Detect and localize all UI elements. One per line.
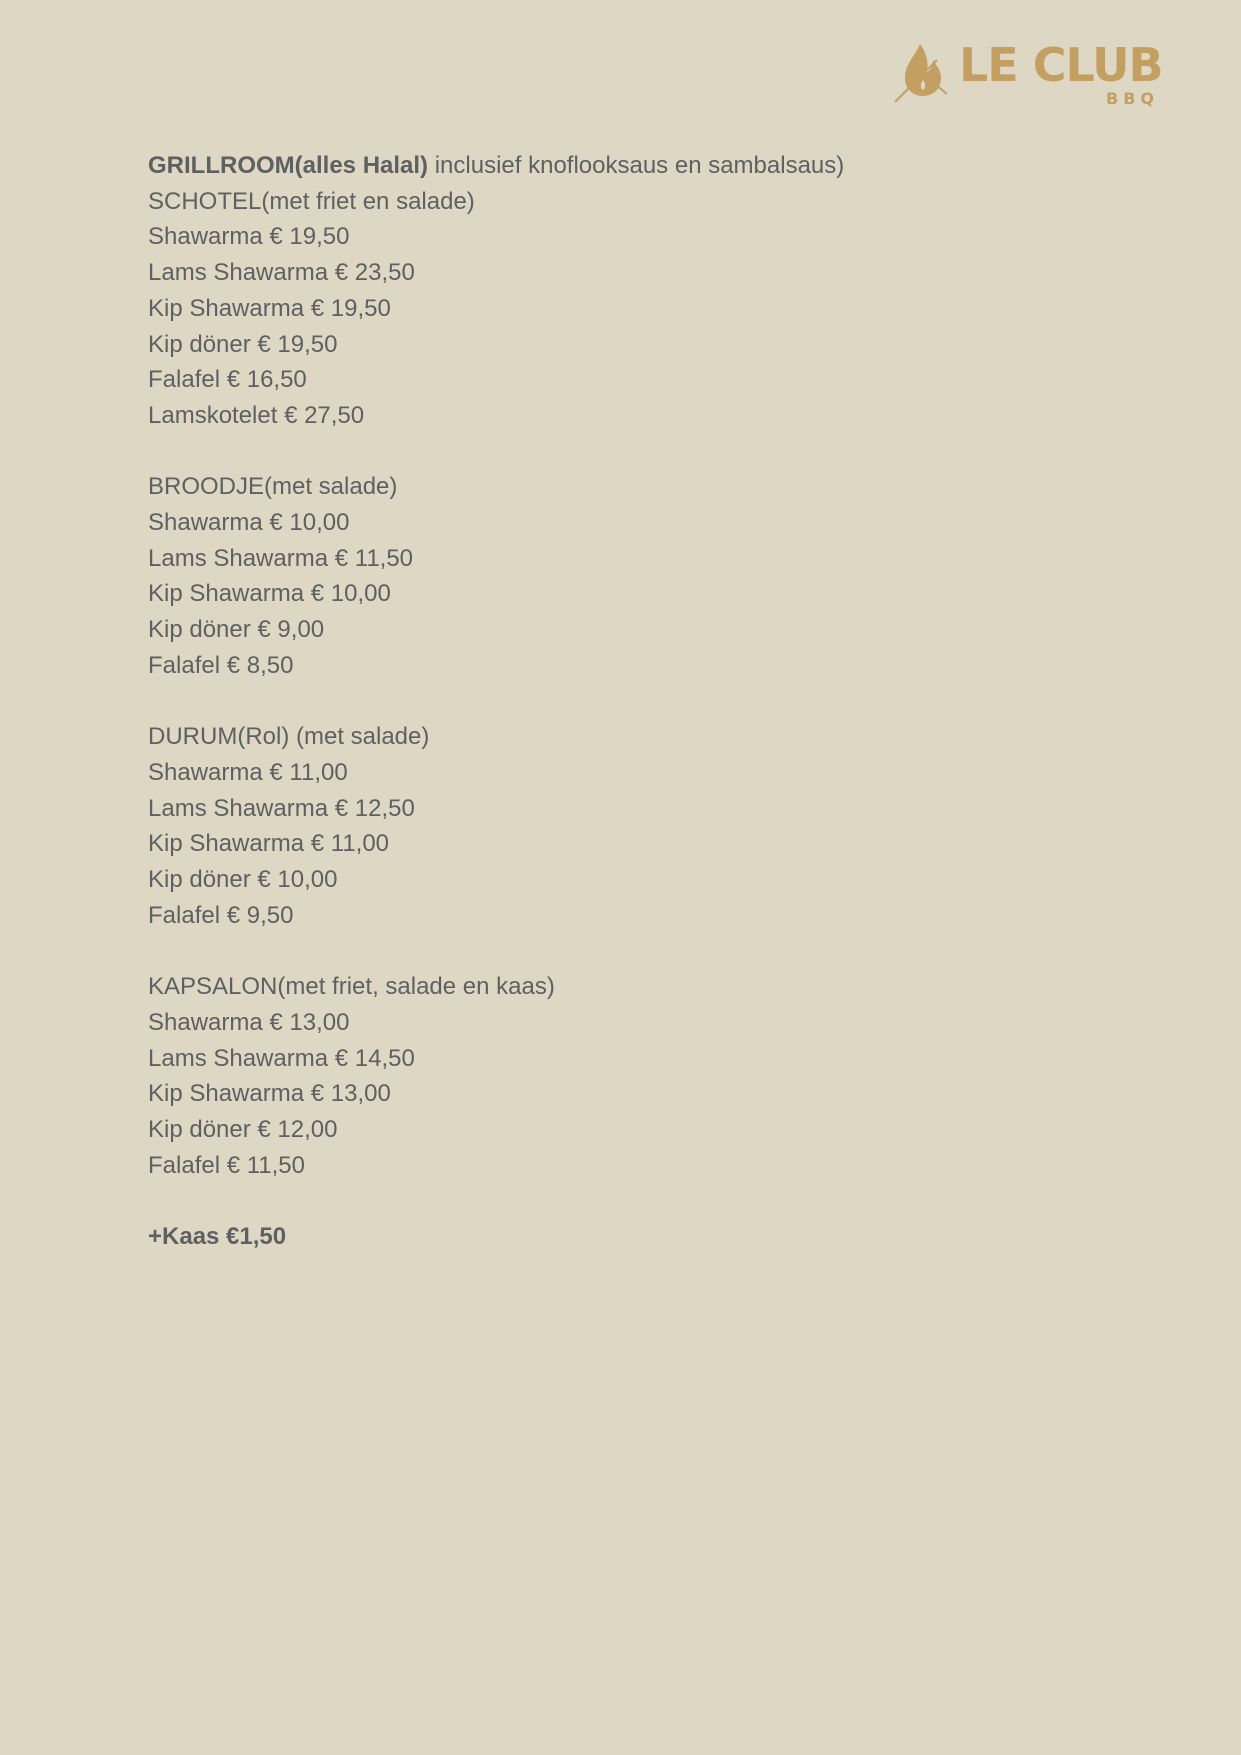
menu-item: Shawarma € 13,00 bbox=[148, 1008, 350, 1036]
menu-item: Lamskotelet € 27,50 bbox=[148, 401, 365, 429]
spacer bbox=[148, 434, 1148, 470]
menu-item: Lams Shawarma € 11,50 bbox=[148, 544, 414, 572]
menu-item: Lams Shawarma € 23,50 bbox=[148, 259, 415, 287]
menu-item: Falafel € 11,50 bbox=[148, 1151, 305, 1179]
menu-item: Falafel € 16,50 bbox=[148, 366, 307, 394]
spacer bbox=[148, 933, 1148, 969]
brand-name: LE CLUB bbox=[959, 38, 1163, 92]
menu-header-bold: GRILLROOM(alles Halal) bbox=[148, 152, 429, 179]
section-title-schotel: SCHOTEL(met friet en salade) bbox=[148, 187, 475, 215]
menu-item: Lams Shawarma € 14,50 bbox=[148, 1044, 415, 1072]
menu-item: Shawarma € 11,00 bbox=[148, 758, 348, 786]
menu-item: Kip Shawarma € 13,00 bbox=[148, 1080, 391, 1108]
spacer bbox=[148, 1183, 1148, 1219]
menu-header-rest: inclusief knoflooksaus en sambalsaus) bbox=[428, 152, 845, 179]
menu-item: Shawarma € 19,50 bbox=[148, 223, 350, 251]
menu-item: Falafel € 8,50 bbox=[148, 651, 294, 679]
menu-item: Falafel € 9,50 bbox=[148, 901, 294, 929]
spacer bbox=[148, 684, 1148, 720]
menu-item: Kip döner € 10,00 bbox=[148, 866, 338, 894]
menu-header bbox=[148, 148, 1148, 184]
menu-item: Lams Shawarma € 12,50 bbox=[148, 794, 415, 822]
menu-item: Kip Shawarma € 11,00 bbox=[148, 830, 390, 858]
section-title-durum: DURUM(Rol) (met salade) bbox=[148, 723, 430, 751]
brand-subtitle: BBQ bbox=[1106, 89, 1159, 108]
section-title-broodje: BROODJE(met salade) bbox=[148, 473, 398, 501]
menu-item: Shawarma € 10,00 bbox=[148, 509, 350, 537]
menu-item: Kip döner € 9,00 bbox=[148, 616, 325, 644]
menu-item: Kip Shawarma € 19,50 bbox=[148, 294, 391, 322]
menu-item: Kip döner € 19,50 bbox=[148, 330, 338, 358]
section-title-kapsalon: KAPSALON(met friet, salade en kaas) bbox=[148, 973, 555, 1001]
extra-cheese: +Kaas €1,50 bbox=[148, 1223, 287, 1251]
flame-skewer-icon bbox=[893, 40, 955, 104]
menu-item: Kip döner € 12,00 bbox=[148, 1115, 338, 1143]
brand-logo bbox=[893, 40, 1163, 112]
menu bbox=[148, 148, 1148, 1255]
menu-item: Kip Shawarma € 10,00 bbox=[148, 580, 391, 608]
